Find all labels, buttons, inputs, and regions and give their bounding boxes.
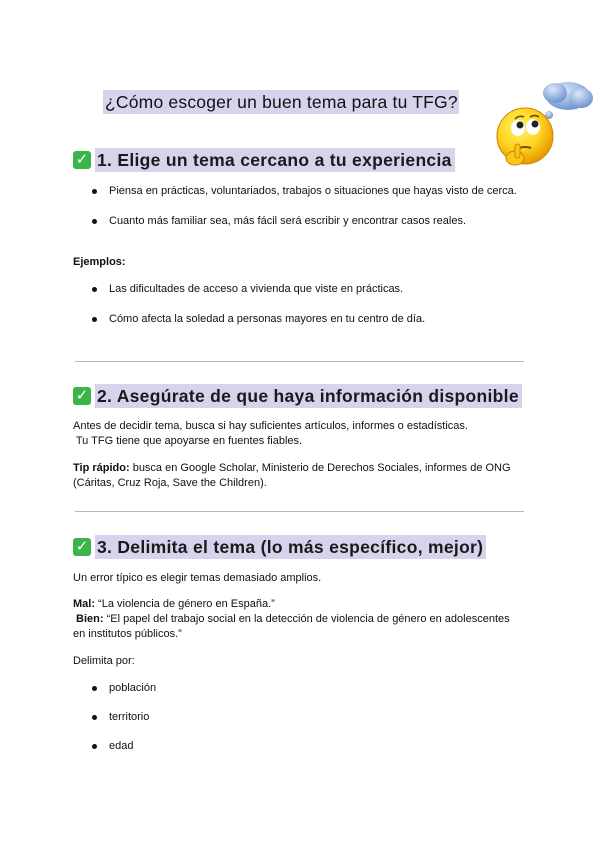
section-2-heading-text: 2. Asegúrate de que haya información disponible <box>95 384 522 408</box>
tip-text: (Cáritas, Cruz Roja, Save the Children). <box>73 477 267 489</box>
good-label: Bien: <box>73 613 104 625</box>
bullet-icon <box>92 287 97 292</box>
section-3-heading-text: 3. Delimita el tema (lo más específico, mejor) <box>95 535 486 559</box>
section-1-heading <box>73 148 455 172</box>
tip-paragraph <box>73 461 511 491</box>
example-text: Cómo afecta la soledad a personas mayores en tu centro de día. <box>109 313 426 325</box>
list-item <box>92 184 517 198</box>
check-mark-icon: ✓ <box>73 387 91 405</box>
example-text: Las dificultades de acceso a vivienda que viste en prácticas. <box>109 283 404 295</box>
tip-label: Tip rápido: <box>73 462 130 474</box>
bullet-text: Cuanto más familiar sea, más fácil será escribir y encontrar casos reales. <box>109 215 467 227</box>
bad-example: “La violencia de género en España.” <box>95 598 275 610</box>
list-item <box>92 312 425 326</box>
thinking-face-icon <box>493 78 598 176</box>
list-item <box>92 214 466 228</box>
section-3-heading <box>73 535 486 559</box>
paragraph-line: Tu TFG tiene que apoyarse en fuentes fiables. <box>73 435 303 447</box>
divider <box>75 511 524 512</box>
bullet-icon <box>92 715 97 720</box>
list-item <box>92 710 149 724</box>
bad-label: Mal: <box>73 598 95 610</box>
bullet-icon <box>92 219 97 224</box>
page-title: ¿Cómo escoger un buen tema para tu TFG? <box>105 92 458 112</box>
section-2-heading <box>73 384 522 408</box>
intro-text: Un error típico es elegir temas demasiado amplios. <box>73 572 322 584</box>
delimit-item: edad <box>109 740 134 752</box>
section-1-heading-text: 1. Elige un tema cercano a tu experiencia <box>95 148 455 172</box>
divider <box>75 361 524 362</box>
paragraph-line: Antes de decidir tema, busca si hay suficientes artículos, informes o estadísticas. <box>73 420 468 432</box>
tip-text: busca en Google Scholar, Ministerio de Derechos Sociales, informes de ONG <box>129 462 511 474</box>
paragraph <box>73 419 468 449</box>
delimit-label: Delimita por: <box>73 655 135 667</box>
bullet-icon <box>92 317 97 322</box>
delimit-item: población <box>109 682 157 694</box>
bullet-text: Piensa en prácticas, voluntariados, trabajos o situaciones que hayas visto de cerca. <box>109 185 517 197</box>
bullet-icon <box>92 189 97 194</box>
check-mark-icon: ✓ <box>73 538 91 556</box>
list-item <box>92 282 403 296</box>
check-mark-icon: ✓ <box>73 151 91 169</box>
examples-label: Ejemplos: <box>73 256 126 268</box>
list-item <box>92 681 156 695</box>
delimit-item: territorio <box>109 711 150 723</box>
bullet-icon <box>92 744 97 749</box>
list-item <box>92 739 133 753</box>
examples-paragraph <box>73 597 510 642</box>
good-example: “El papel del trabajo social en la detección de violencia de género en adolescentes <box>103 613 510 625</box>
good-example: en institutos públicos.” <box>73 628 182 640</box>
bullet-icon <box>92 686 97 691</box>
